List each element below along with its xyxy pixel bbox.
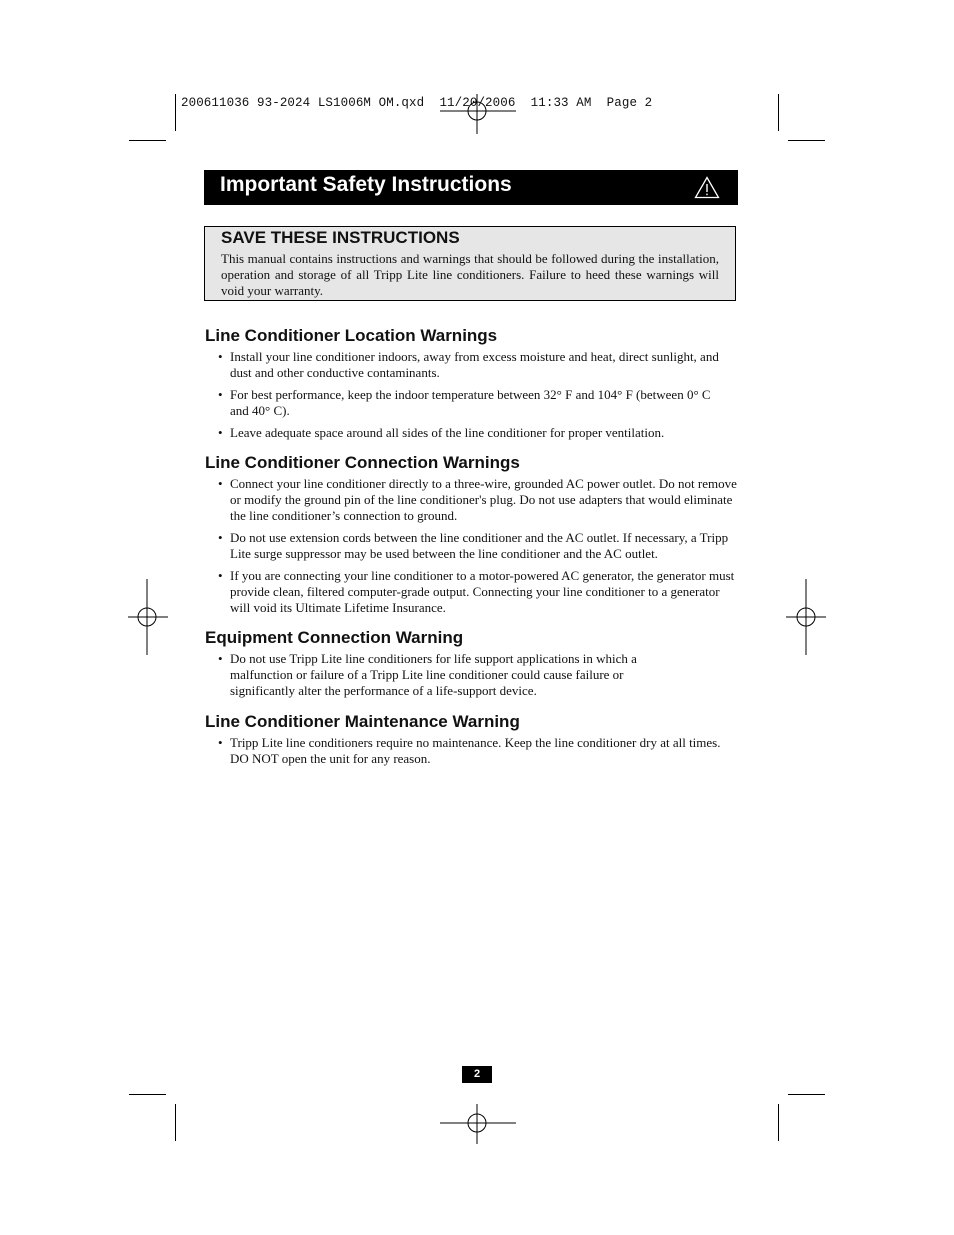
list-item-text: If you are connecting your line conditioner to a motor-powered AC generator, the generator must provide clean, filtered computer-grade output. Connecting your line conditioner to a generator will void its Ultimate Lifetime Insurance. [230,568,735,615]
bullet: • [218,568,223,583]
list-item-text: Leave adequate space around all sides of the line conditioner for proper ventilation. [230,425,665,440]
list-item [205,568,739,616]
section-heading: Equipment Connection Warning [205,628,464,647]
crop-mark-bottom-right-horizontal [788,1094,825,1095]
list-item [205,387,739,419]
crop-mark-top-left-vertical [175,94,176,131]
save-instructions-text: This manual contains instructions and warnings that should be followed during the installation, operation and storage of all Tripp Lite line conditioners. Failure to heed these warnings will void your warranty. [221,251,719,298]
page-number: 2 [462,1066,492,1083]
list-item [205,651,739,699]
bullet: • [218,387,223,402]
registration-mark-top-icon [440,94,516,134]
save-instructions-box [204,226,736,301]
crop-mark-top-left-horizontal [129,140,166,141]
list-item-text: Do not use extension cords between the line conditioner and the AC outlet. If necessary, a Tripp Lite surge suppressor may be used between the line conditioner and the AC outlet. [230,530,729,561]
bullet-list [205,735,739,767]
bullet: • [218,735,223,750]
crop-mark-top-right-horizontal [788,140,825,141]
section-heading: Line Conditioner Connection Warnings [205,453,520,472]
print-slug-line: 200611036 93-2024 LS1006M OM.qxd 11/20/2006 11:33 AM Page 2 [181,96,653,110]
section-connection-warnings [205,452,739,622]
page-title: Important Safety Instructions [220,173,512,196]
registration-mark-bottom-icon [440,1104,516,1144]
bullet: • [218,349,223,364]
bullet: • [218,530,223,545]
list-item [205,349,739,381]
list-item [205,530,739,562]
section-equipment-warning [205,627,739,705]
list-item [205,476,739,524]
registration-mark-left-icon [128,579,168,655]
list-item [205,425,739,441]
list-item-text: Tripp Lite line conditioners require no maintenance. Keep the line conditioner dry at all times. DO NOT open the unit for any reason. [230,735,721,766]
section-heading: Line Conditioner Location Warnings [205,326,498,345]
list-item-text: Install your line conditioner indoors, away from excess moisture and heat, direct sunlight, and dust and other conductive contaminants. [230,349,719,380]
warning-triangle-icon [694,176,720,199]
list-item-text: Connect your line conditioner directly to a three-wire, grounded AC power outlet. Do not remove or modify the ground pin of the line conditioner's plug. Do not use adapters that would eliminate the line conditioner’s connection to ground. [230,476,737,523]
crop-mark-top-right-vertical [778,94,779,131]
bullet-list [205,349,739,441]
list-item [205,735,739,767]
bullet-list [205,651,739,699]
list-item-text: For best performance, keep the indoor temperature between 32° F and 104° F (between 0° C and 40° C). [230,387,711,418]
title-bar [204,170,738,205]
bullet-list [205,476,739,616]
section-location-warnings [205,325,739,447]
section-maintenance-warning [205,711,739,773]
list-item-text: Do not use Tripp Lite line conditioners for life support applications in which a malfunction or failure of a Tripp Lite line conditioner could cause failure or significantly alter the performance of a life-support device. [230,651,637,698]
section-heading: Line Conditioner Maintenance Warning [205,712,520,731]
crop-mark-bottom-left-horizontal [129,1094,166,1095]
crop-mark-bottom-left-vertical [175,1104,176,1141]
save-instructions-heading: SAVE THESE INSTRUCTIONS [221,228,460,247]
bullet: • [218,476,223,491]
bullet: • [218,651,223,666]
bullet: • [218,425,223,440]
registration-mark-right-icon [786,579,826,655]
crop-mark-bottom-right-vertical [778,1104,779,1141]
